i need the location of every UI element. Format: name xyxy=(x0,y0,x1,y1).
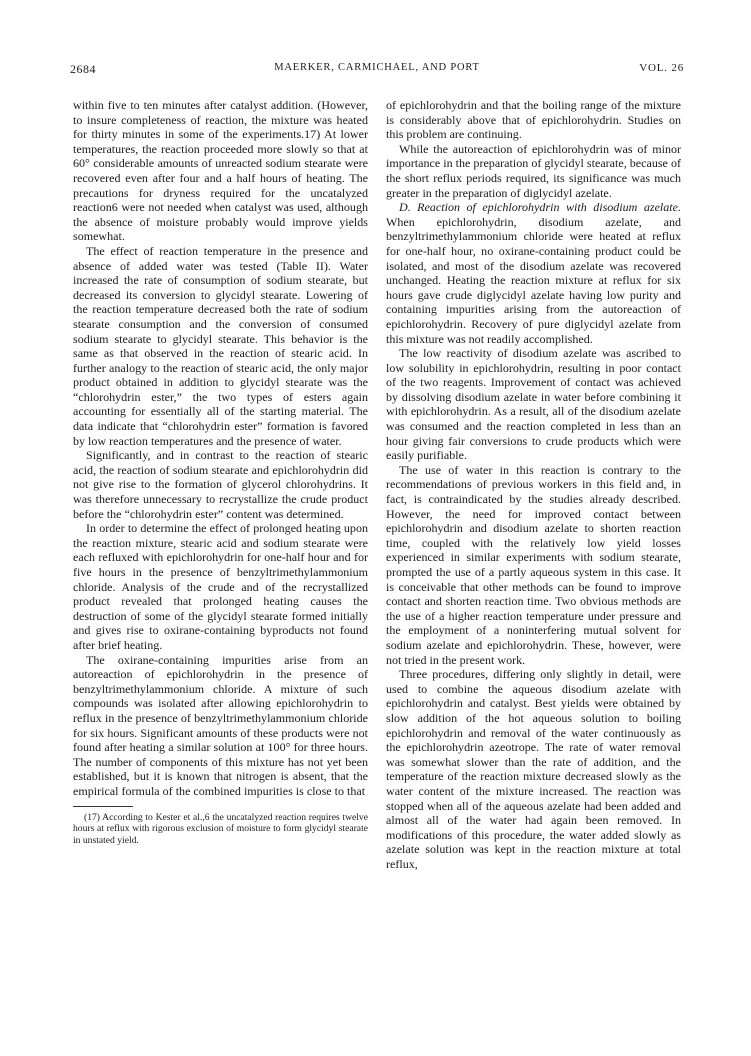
section-text: When epichlorohydrin, disodium azelate, and benzyltrimethylammonium chloride were heated at reflux for one-half hour, no oxirane-containing product could be isolated, and most of the disodium azelate was recovered unchanged. Heating the reaction mixture at reflux for six hours gave crude diglycidyl azelate having low purity and containing impurities arising from the autoreaction of epichlorohydrin. Recovery of pure diglycidyl azelate from this mixture was not readily accomplished. xyxy=(386,214,681,346)
paragraph: within five to ten minutes after catalyst addition. (However, to insure completeness of reaction, the mixture was heated for thirty minutes in some of the experiments.17) At lower temperatures, the reaction proceeded more slowly so that at 60° considerable amounts of unreacted sodium stearate were recovered even after four and a half hours of heating. The precautions for dryness required for the uncatalyzed reaction6 were not needed when catalyst was used, although the absence of moisture probably would improve yields somewhat. xyxy=(73,98,368,244)
left-column xyxy=(73,98,368,846)
section-paragraph xyxy=(386,200,681,346)
section-heading: D. Reaction of epichlorohydrin with disodium azelate. xyxy=(399,200,681,215)
footnote: (17) According to Kester et al.,6 the uncatalyzed reaction requires twelve hours at reflux with rigorous exclusion of moisture to form glycidyl stearate in unstated yield. xyxy=(73,811,368,846)
footnote-rule xyxy=(73,806,133,807)
page-header xyxy=(70,62,684,80)
paragraph: Three procedures, differing only slightly in detail, were used to combine the aqueous disodium azelate with epichlorohydrin and catalyst. Best yields were obtained by slow addition of the hot aqueous solution to boiling epichlorohydrin and removal of the water continuously as the epichlorohydrin azeotrope. The rate of water removal was somewhat slower than the rate of addition, and the temperature of the reaction mixture decreased slowly as the water content of the mixture increased. The reaction was stopped when all of the aqueous azelate had been added and almost all of the water had again been removed. In modifications of this procedure, the water added slowly as azelate solution was kept in the reaction mixture at total reflux, xyxy=(386,667,681,871)
paragraph: The use of water in this reaction is contrary to the recommendations of previous workers in this field and, in fact, is contraindicated by the studies already described. However, the need for improved contact between epichlorohydrin and disodium azelate to shorten reaction time, coupled with the relatively low yield losses experienced in similar experiments with sodium stearate, prompted the use of a partly aqueous system in this case. It is conceivable that other methods can be found to improve contact and shorten reaction time. Two obvious methods are the use of a higher reaction temperature under pressure and the employment of a noninterfering mutual solvent for sodium azelate and epichlorohydrin. These, however, were not tried in the present work. xyxy=(386,462,681,667)
page-number: 2684 xyxy=(70,62,96,76)
paragraph: While the autoreaction of epichlorohydrin was of minor importance in the preparation of glycidyl stearate, because of the short reflux periods required, its significance was much greater in the preparation of diglycidyl azelate. xyxy=(386,141,681,200)
right-column xyxy=(386,98,681,871)
paragraph: Significantly, and in contrast to the reaction of stearic acid, the reaction of sodium stearate and epichlorohydrin did not give rise to the formation of glycerol chlorohydrins. It was therefore unnecessary to recrystallize the crude product before the “chlorohydrin ester” content was determined. xyxy=(73,448,368,521)
paragraph: of epichlorohydrin and that the boiling range of the mixture is considerably above that of epichlorohydrin. Studies on this problem are continuing. xyxy=(386,98,681,142)
volume-label: VOL. 26 xyxy=(639,62,684,74)
running-title-authors: MAERKER, CARMICHAEL, AND PORT xyxy=(274,62,480,73)
paragraph: The effect of reaction temperature in the presence and absence of added water was tested (Table II). Water increased the rate of consumption of sodium stearate, but decreased its conversion to glycidyl stearate. Lowering of the reaction temperature decreased both the rate of sodium stearate consumption and the conversion of consumed sodium stearate to glycidyl stearate. This behavior is the same as that observed in the reaction of stearic acid. In further analogy to the reaction of stearic acid, the only major product obtained in addition to glycidyl stearate was the “chlorohydrin ester,” the two types of esters again accounting for essentially all of the starting material. The data indicate that “chlorohydrin ester” formation is favored by low reaction temperatures and the presence of water. xyxy=(73,243,368,448)
paragraph: The oxirane-containing impurities arise from an autoreaction of epichlorohydrin in the presence of benzyltrimethylammonium chloride. A mixture of such compounds was isolated after allowing epichlorohydrin to reflux in the presence of benzyltrimethylammonium chloride for six hours. Significant amounts of these products were not found after heating a similar solution at 100° for three hours. The number of components of this mixture has not yet been established, but it is known that nitrogen is absent, that the empirical formula of the combined impurities is close to that xyxy=(73,652,368,798)
paragraph: The low reactivity of disodium azelate was ascribed to low solubility in epichlorohydrin, resulting in poor contact of the two reagents. Improvement of contact was achieved by dissolving disodium azelate in water before combining it with epichlorohydrin. As a result, all of the disodium azelate was consumed and the reaction completed in less than an hour giving fair conversions to crude products which were easily purifiable. xyxy=(386,346,681,463)
paragraph: In order to determine the effect of prolonged heating upon the reaction mixture, stearic acid and sodium stearate were each refluxed with epichlorohydrin for one-half hour and for five hours in the presence of benzyltrimethylammonium chloride. Analysis of the crude and of the recrystallized product revealed that prolonged heating causes the destruction of some of the glycidyl stearate formed initially and gives rise to oxirane-containing byproducts not found after brief heating. xyxy=(73,521,368,652)
